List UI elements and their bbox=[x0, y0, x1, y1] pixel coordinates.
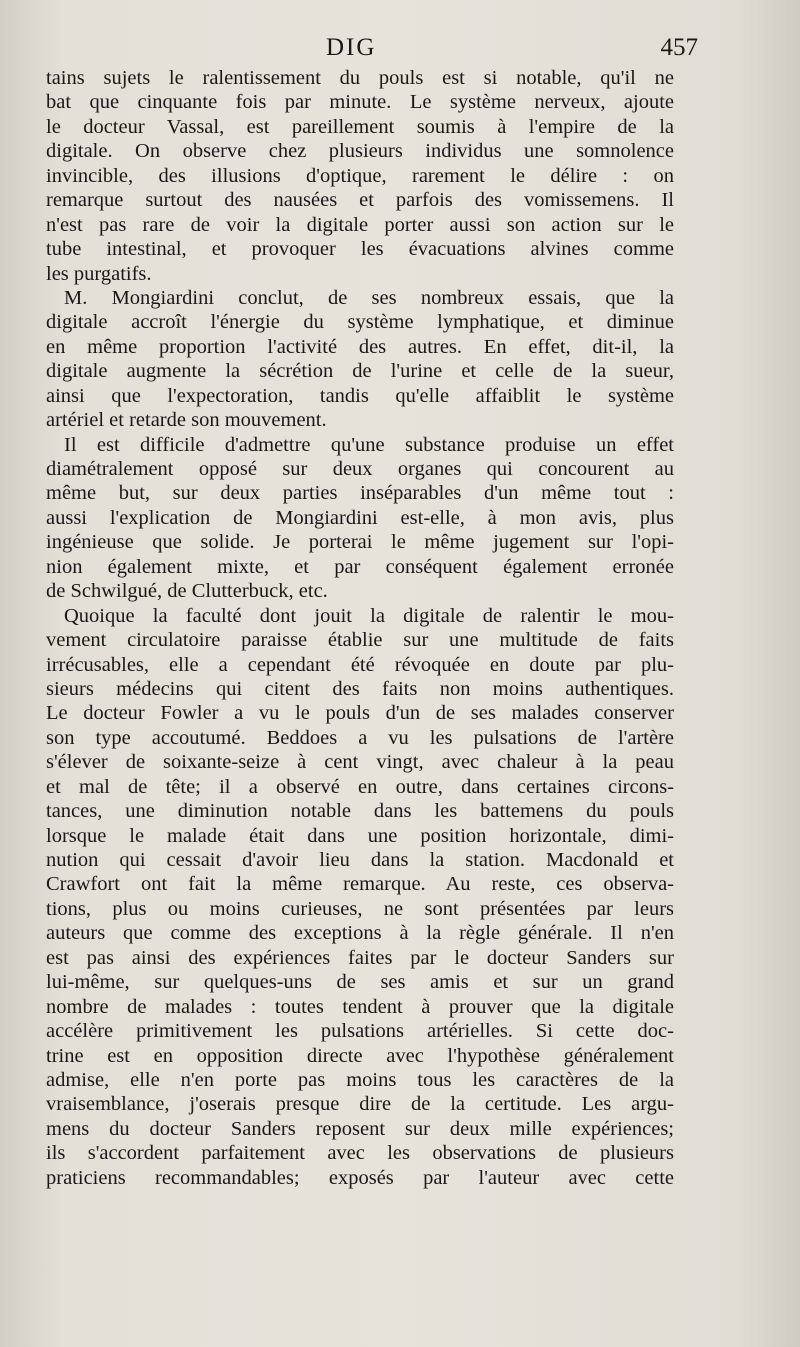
text-line: s'élever de soixante-seize à cent vingt, avec chaleur à la peau bbox=[46, 751, 674, 774]
text-line: lorsque le malade était dans une position horizontale, dimi- bbox=[46, 824, 674, 847]
text-line: les purgatifs. bbox=[46, 262, 152, 285]
text-line: ingénieuse que solide. Je porterai le même jugement sur l'opi- bbox=[46, 531, 674, 554]
text-line: nombre de malades : toutes tendent à prouver que la digitale bbox=[46, 995, 674, 1018]
text-line: M. Mongiardini conclut, de ses nombreux essais, que la bbox=[64, 286, 674, 309]
text-line: Crawfort ont fait la même remarque. Au reste, ces observa- bbox=[46, 873, 674, 896]
text-line: digitale. On observe chez plusieurs individus une somnolence bbox=[46, 140, 674, 163]
text-line: en même proportion l'activité des autres. En effet, dit-il, la bbox=[46, 335, 674, 358]
text-line: mens du docteur Sanders reposent sur deux mille expériences; bbox=[46, 1117, 674, 1140]
text-line: lui-même, sur quelques-uns de ses amis et sur un grand bbox=[46, 971, 674, 994]
text-line: accélère primitivement les pulsations artérielles. Si cette doc- bbox=[46, 1020, 674, 1043]
text-line: sieurs médecins qui citent des faits non moins authentiques. bbox=[46, 677, 674, 700]
text-line: artériel et retarde son mouvement. bbox=[46, 409, 327, 432]
text-line: digitale accroît l'énergie du système lymphatique, et diminue bbox=[46, 311, 674, 334]
text-line: nution qui cessait d'avoir lieu dans la station. Macdonald et bbox=[46, 849, 674, 871]
text-line: est pas ainsi des expériences faites par le docteur Sanders sur bbox=[46, 946, 674, 969]
text-line: Quoique la faculté dont jouit la digitale de ralentir le mou- bbox=[64, 604, 674, 627]
text-line: tions, plus ou moins curieuses, ne sont présentées par leurs bbox=[46, 897, 674, 920]
body-text bbox=[46, 66, 674, 1190]
running-head: DIG bbox=[326, 34, 377, 61]
text-line: et mal de tête; il a observé en outre, dans certaines circons- bbox=[46, 775, 674, 798]
text-line: aussi l'explication de Mongiardini est-elle, à mon avis, plus bbox=[46, 506, 674, 529]
text-line: irrécusables, elle a cependant été révoquée en doute par plu- bbox=[46, 653, 674, 676]
text-line: ainsi que l'expectoration, tandis qu'elle affaiblit le système bbox=[46, 384, 674, 407]
text-line: admise, elle n'en porte pas moins tous les caractères de la bbox=[46, 1068, 674, 1091]
text-line: son type accoutumé. Beddoes a vu les pulsations de l'artère bbox=[46, 726, 674, 749]
text-line: vraisemblance, j'oserais presque dire de la certitude. Les argu- bbox=[46, 1093, 674, 1116]
text-line: diamétralement opposé sur deux organes qui concourent au bbox=[46, 458, 674, 480]
page-number: 457 bbox=[660, 34, 698, 61]
text-line: bat que cinquante fois par minute. Le système nerveux, ajoute bbox=[46, 91, 674, 114]
text-line: de Schwilgué, de Clutterbuck, etc. bbox=[46, 580, 328, 603]
text-line: invincible, des illusions d'optique, rarement le délire : on bbox=[46, 164, 674, 187]
text-line: tains sujets le ralentissement du pouls est si notable, qu'il ne bbox=[46, 67, 674, 89]
text-line: auteurs que comme des exceptions à la règle générale. Il n'en bbox=[46, 922, 674, 945]
text-line: vement circulatoire paraisse établie sur une multitude de faits bbox=[46, 629, 674, 652]
text-line: ils s'accordent parfaitement avec les observations de plusieurs bbox=[46, 1142, 674, 1165]
text-line: tube intestinal, et provoquer les évacuations alvines comme bbox=[46, 238, 674, 261]
text-line: praticiens recommandables; exposés par l'auteur avec cette bbox=[46, 1166, 674, 1189]
text-line: même but, sur deux parties inséparables d'un même tout : bbox=[46, 482, 674, 505]
text-line: tances, une diminution notable dans les battemens du pouls bbox=[46, 800, 674, 823]
text-line: digitale augmente la sécrétion de l'urine et celle de la sueur, bbox=[46, 360, 674, 383]
text-line: le docteur Vassal, est pareillement soumis à l'empire de la bbox=[46, 115, 674, 138]
text-line: nion également mixte, et par conséquent également erronée bbox=[46, 555, 674, 578]
text-line: remarque surtout des nausées et parfois des vomissemens. Il bbox=[46, 189, 674, 212]
text-line: n'est pas rare de voir la digitale porter aussi son action sur le bbox=[46, 213, 674, 236]
page-header bbox=[46, 34, 698, 68]
text-line: Il est difficile d'admettre qu'une substance produise un effet bbox=[64, 433, 674, 456]
text-line: Le docteur Fowler a vu le pouls d'un de ses malades conserver bbox=[46, 702, 674, 725]
text-line: trine est en opposition directe avec l'hypothèse généralement bbox=[46, 1044, 674, 1067]
